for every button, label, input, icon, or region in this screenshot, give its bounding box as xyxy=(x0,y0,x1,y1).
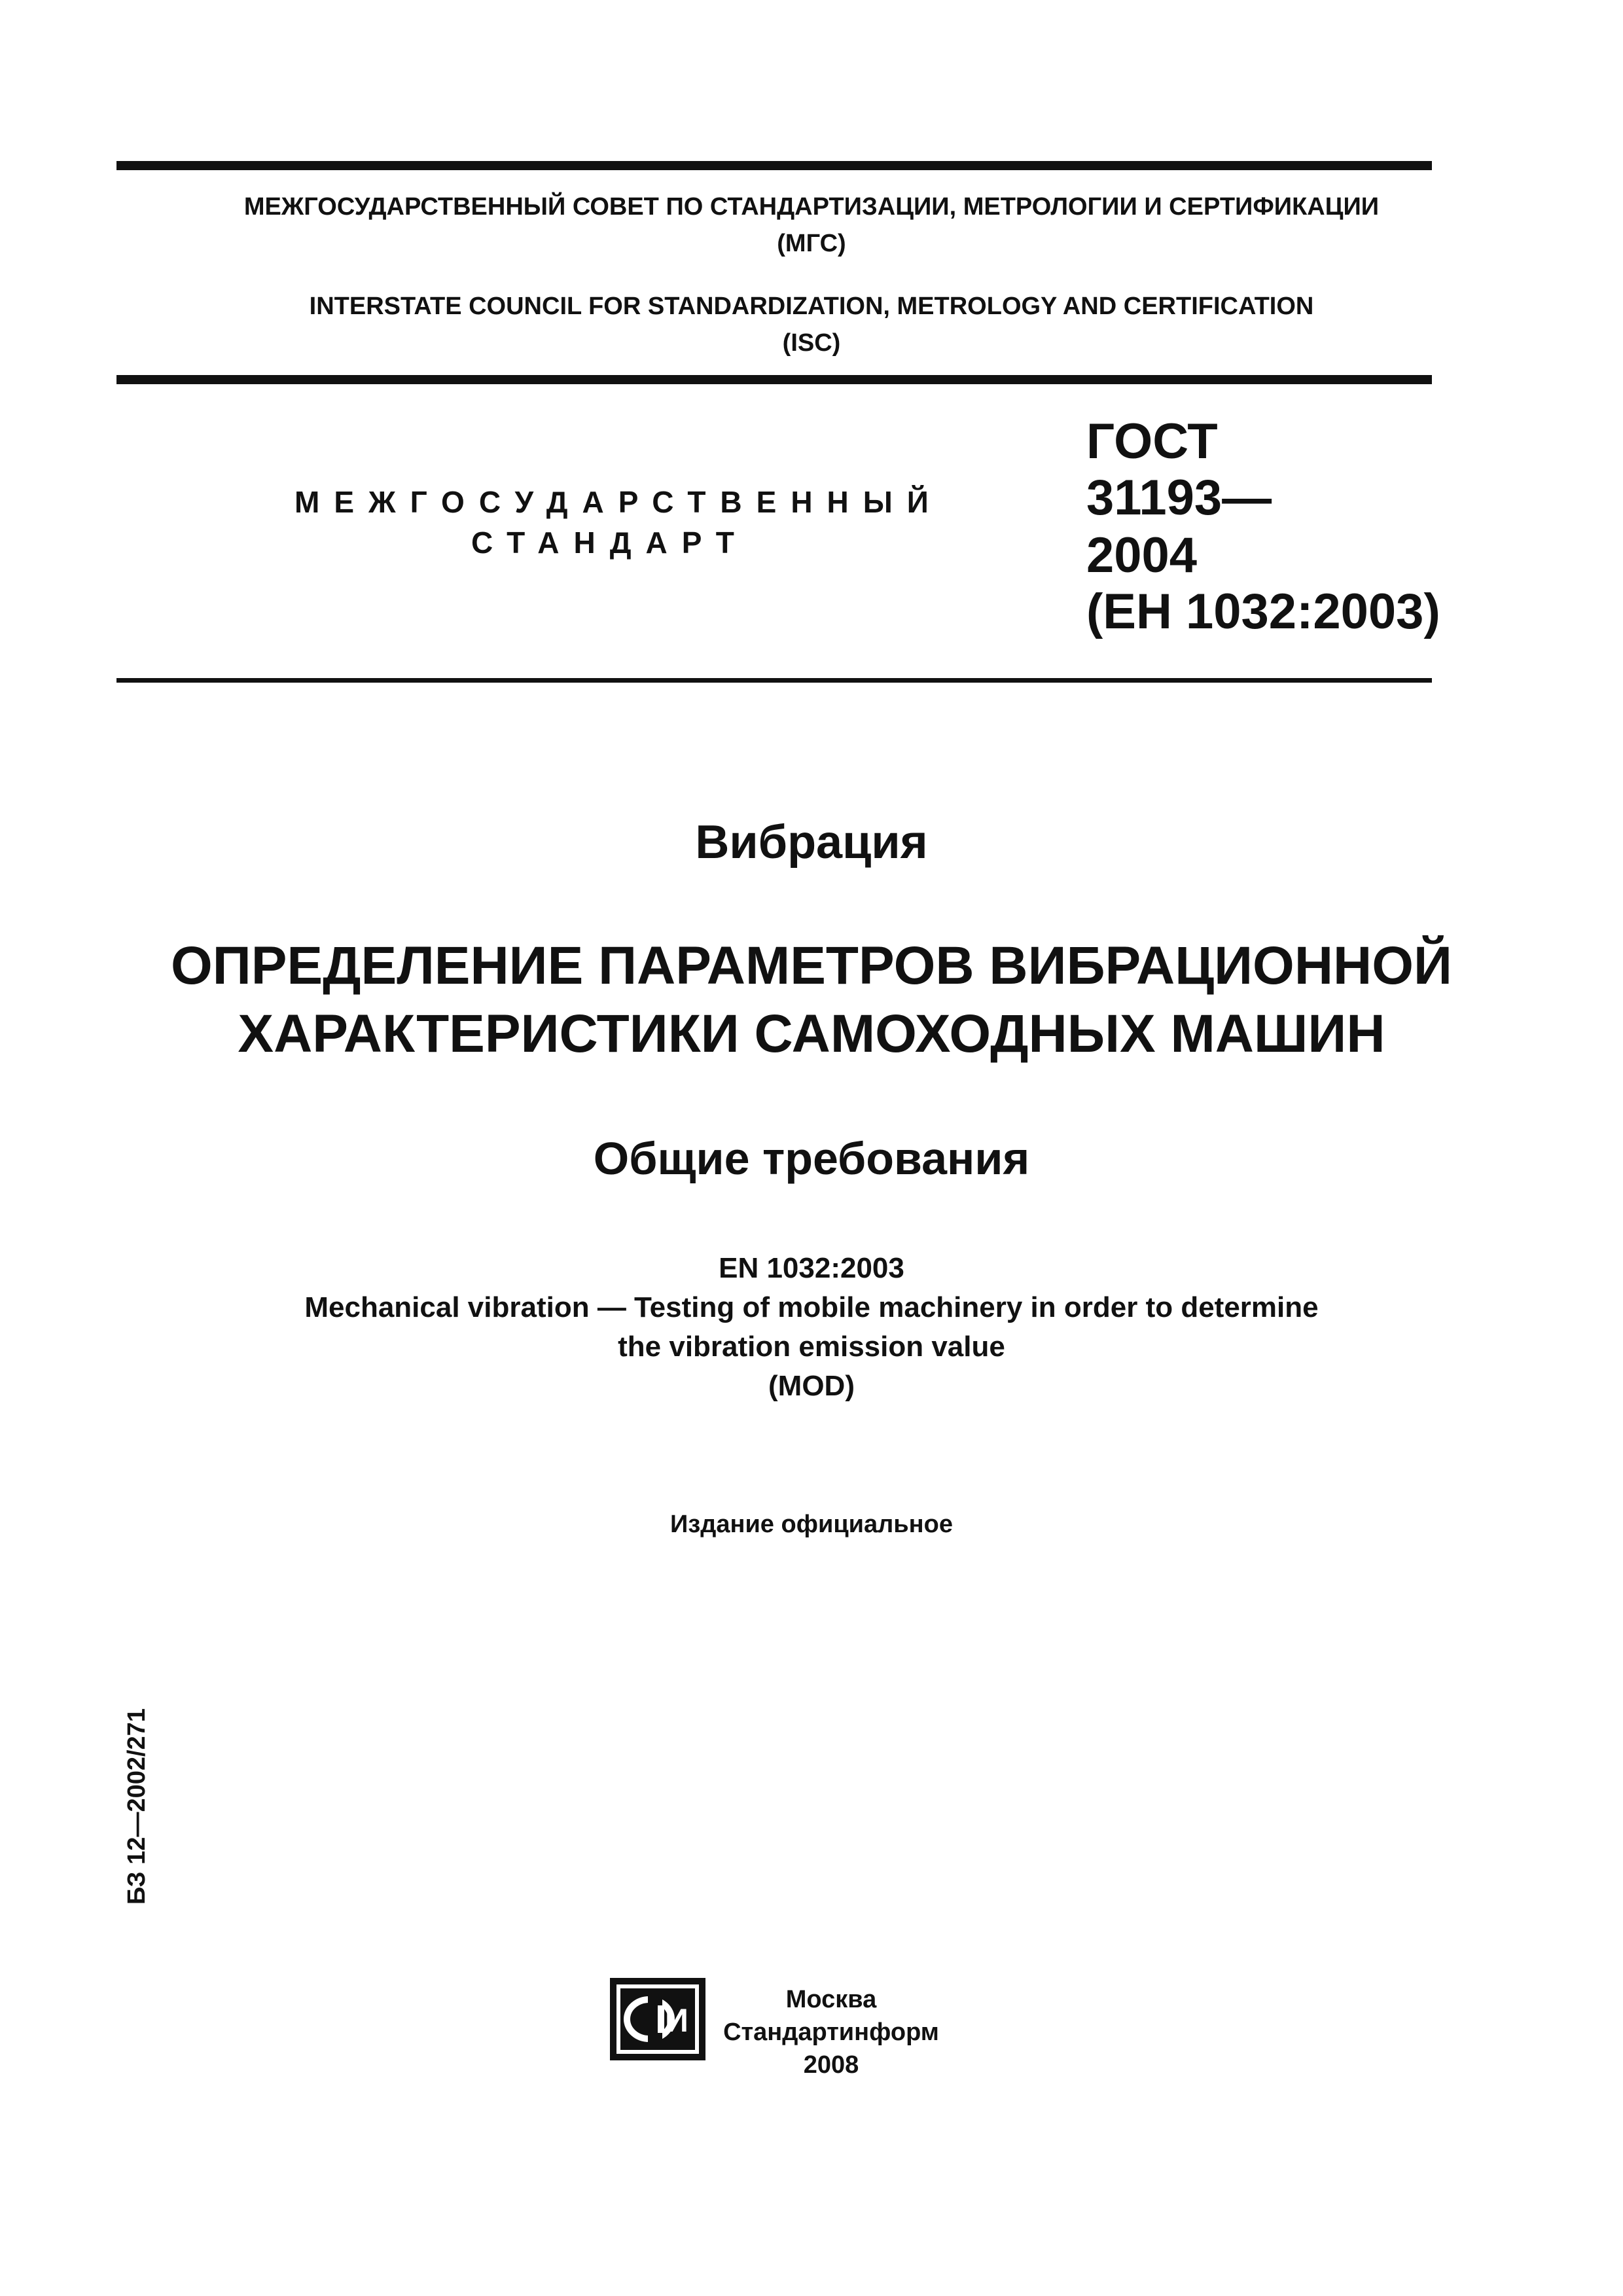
topic-title: Вибрация xyxy=(695,816,928,869)
gost-equivalent: (ЕН 1032:2003) xyxy=(1086,584,1440,639)
svg-text:И: И xyxy=(665,2002,688,2039)
standard-label: СТАНДАРТ xyxy=(471,526,749,560)
publisher-text xyxy=(707,1983,955,2081)
top-rule xyxy=(116,161,1432,170)
interstate-label: МЕЖГОСУДАРСТВЕННЫЙ xyxy=(294,485,943,519)
subtitle: Общие требования xyxy=(593,1133,1030,1184)
designation-bottom-rule xyxy=(116,678,1432,683)
header-bottom-rule xyxy=(116,375,1432,384)
gost-year: 2004 xyxy=(1086,528,1198,583)
main-title-line2: ХАРАКТЕРИСТИКИ САМОХОДНЫХ МАШИН xyxy=(238,1004,1385,1064)
gost-label: ГОСТ xyxy=(1086,414,1218,469)
publisher-city: Москва xyxy=(785,1986,877,2013)
publisher-year: 2008 xyxy=(803,2051,859,2079)
gost-number: 31193— xyxy=(1086,470,1272,526)
council-en-abbr: (ISC) xyxy=(782,329,841,357)
publisher-name: Стандартинформ xyxy=(723,2018,939,2046)
council-en: INTERSTATE COUNCIL FOR STANDARDIZATION, METROLOGY AND CERTIFICATION xyxy=(309,293,1314,320)
main-title-line1: ОПРЕДЕЛЕНИЕ ПАРАМЕТРОВ ВИБРАЦИОННОЙ xyxy=(171,936,1452,996)
en-code: EN 1032:2003 xyxy=(719,1252,904,1284)
publisher-logo xyxy=(609,1977,707,2062)
council-ru: МЕЖГОСУДАРСТВЕННЫЙ СОВЕТ ПО СТАНДАРТИЗАЦИИ, МЕТРОЛОГИИ И СЕРТИФИКАЦИИ xyxy=(243,193,1380,221)
side-code: БЗ 12—2002/271 xyxy=(123,1708,151,1905)
council-ru-abbr: (МГС) xyxy=(777,230,846,257)
en-title-line2: the vibration emission value xyxy=(618,1331,1005,1363)
edition-label: Издание официальное xyxy=(670,1511,953,1538)
en-mod: (MOD) xyxy=(768,1370,855,1402)
sti-logo-icon xyxy=(609,1977,707,2062)
en-title-line1: Mechanical vibration — Testing of mobile machinery in order to determine xyxy=(304,1291,1319,1323)
